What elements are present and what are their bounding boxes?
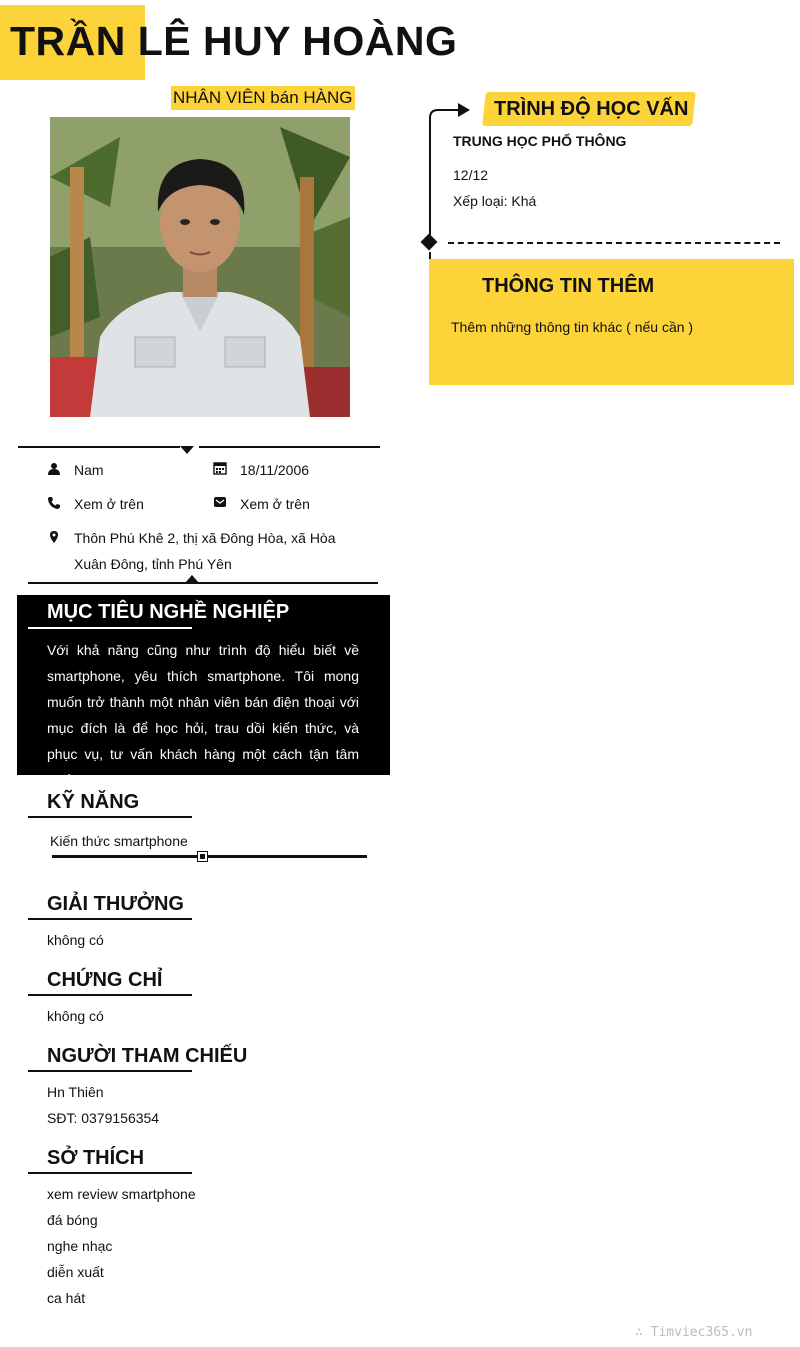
calendar-icon [213, 461, 227, 480]
down-arrow-icon [180, 446, 194, 454]
hobbies-title: SỞ THÍCH [47, 1147, 145, 1169]
awards-text: không có [47, 932, 104, 948]
birthday-value: 18/11/2006 [240, 462, 310, 478]
education-ranking: Xếp loại: Khá [453, 193, 537, 209]
extra-info-title: THÔNG TIN THÊM [482, 275, 655, 297]
user-icon [47, 462, 61, 481]
skill-level-marker [197, 851, 208, 862]
references-title: NGƯỜI THAM CHIẾU [47, 1045, 248, 1067]
contact-top-rule-left [18, 446, 180, 448]
hobby-item: ca hát [47, 1290, 86, 1306]
skills-underline [28, 816, 192, 818]
address-line-2: Xuân Đông, tỉnh Phú Yên [74, 556, 232, 572]
section-divider [448, 242, 780, 244]
awards-title: GIẢI THƯỞNG [47, 893, 184, 915]
contact-bottom-rule [28, 582, 378, 584]
watermark: ∴ Timviec365.vn [635, 1325, 753, 1340]
references-underline [28, 1070, 192, 1072]
phone-icon [47, 496, 61, 515]
hobby-item: nghe nhạc [47, 1238, 113, 1254]
contact-top-rule-right [199, 446, 380, 448]
reference-name: Hn Thiên [47, 1084, 104, 1100]
extra-info-text: Thêm những thông tin khác ( nếu cần ) [451, 319, 694, 335]
certificates-text: không có [47, 1008, 104, 1024]
education-school: TRUNG HỌC PHỔ THÔNG [453, 133, 627, 149]
skills-title: KỸ NĂNG [47, 791, 140, 813]
location-pin-icon [47, 530, 61, 549]
education-grade: 12/12 [453, 167, 489, 183]
profile-photo [50, 117, 350, 417]
objective-underline [28, 627, 192, 629]
candidate-name: TRẦN LÊ HUY HOÀNG [10, 18, 458, 64]
hobbies-underline [28, 1172, 192, 1174]
education-title: TRÌNH ĐỘ HỌC VẤN [494, 98, 689, 120]
job-title: NHÂN VIÊN bán HÀNG [171, 86, 355, 110]
objective-text: Với khả năng cũng như trình độ hiểu biết về smartphone, yêu thích smartphone. Tôi mong muốn trở thành một nhân viên bán điện thoại với mục đích là để học hỏi, trau dồi kiến thức, và phục vụ, tư vấn khách hàng một cách tận tâm nhất. [47, 642, 359, 788]
skill-label: Kiến thức smartphone [50, 833, 188, 849]
email-icon [213, 495, 227, 514]
reference-phone: SĐT: 0379156354 [47, 1110, 160, 1126]
certificates-underline [28, 994, 192, 996]
phone-value: Xem ở trên [74, 496, 144, 512]
up-arrow-icon [185, 575, 199, 583]
address-line-1: Thôn Phú Khê 2, thị xã Đông Hòa, xã Hòa [74, 530, 336, 546]
skill-bar-track [52, 855, 367, 858]
hobby-item: diễn xuất [47, 1264, 104, 1280]
gender-value: Nam [74, 462, 104, 478]
certificates-title: CHỨNG CHỈ [47, 969, 163, 991]
hobby-item: đá bóng [47, 1212, 98, 1228]
email-value: Xem ở trên [240, 496, 310, 512]
awards-underline [28, 918, 192, 920]
objective-title: MỤC TIÊU NGHỀ NGHIỆP [47, 601, 290, 623]
hobby-item: xem review smartphone [47, 1186, 196, 1202]
